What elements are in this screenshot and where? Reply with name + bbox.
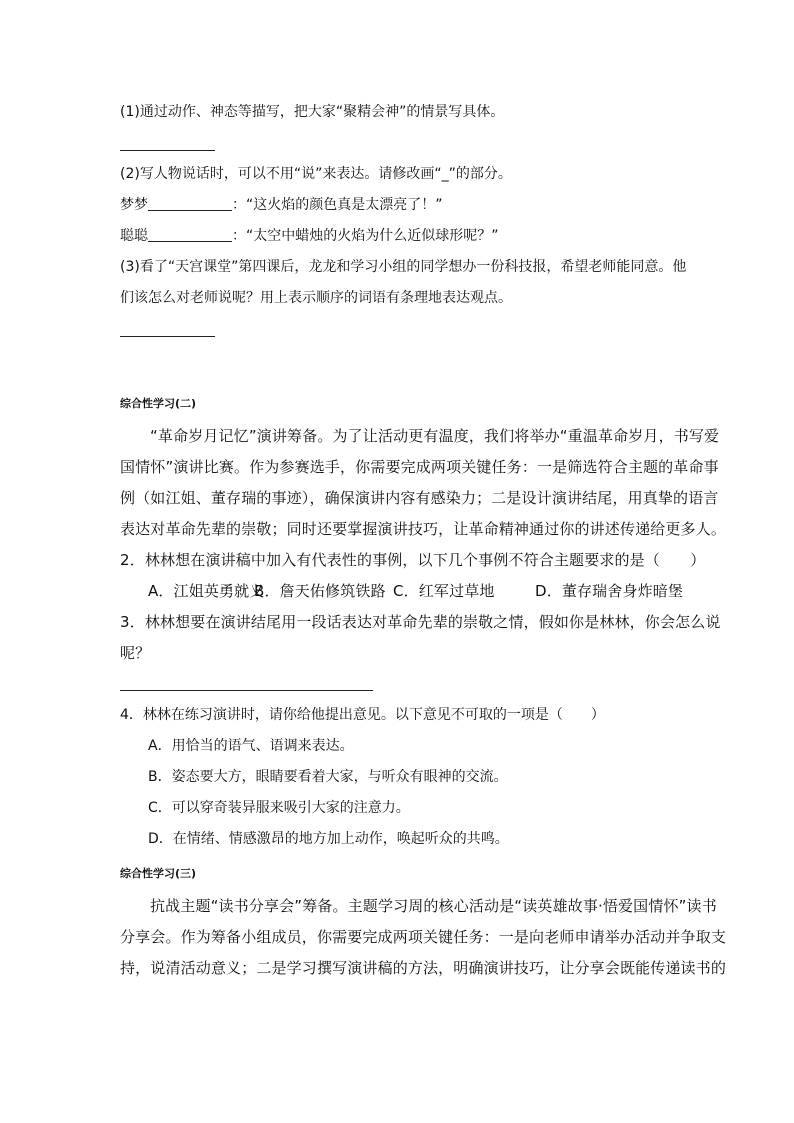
fill-blank[interactable] <box>148 196 232 211</box>
question-3-line-1: (3)看了“天宫课堂”第四课后，龙龙和学习小组的同学想办一份科技报，希望老师能同意。他 <box>120 259 687 275</box>
intro-paragraph-line: 国情怀”演讲比赛。作为参赛选手，你需要完成两项关键任务：一是筛选符合主题的革命事 <box>120 458 719 476</box>
question-4-option-c[interactable]: C．可以穿奇装异服来吸引大家的注意力。 <box>148 800 410 816</box>
option-c[interactable]: C．红军过草地 <box>393 582 495 600</box>
option-d[interactable]: D．董存瑞舍身炸暗堡 <box>535 582 684 600</box>
speaker-quote: ：“这火焰的颜色真是太漂亮了！” <box>232 197 443 213</box>
question-1-text: (1)通过动作、神态等描写，把大家“聚精会神”的情景写具体。 <box>120 104 505 120</box>
speaker-quote: ：“太空中蜡烛的火焰为什么近似球形呢？” <box>232 228 499 244</box>
question-4-text: 4．林林在练习演讲时，请你给他提出意见。以下意见不可取的一项是（ ） <box>120 707 605 723</box>
question-4-option-a[interactable]: A．用恰当的语气、语调来表达。 <box>148 738 354 754</box>
question-2-text: (2)写人物说话时，可以不用“说”来表达。请修改画“_”的部分。 <box>120 166 512 182</box>
intro-paragraph-line: 表达对革命先辈的崇敬；同时还要掌握演讲技巧，让革命精神通过你的讲述传递给更多人。 <box>120 520 727 538</box>
question-3-line-1: 3．林林想要在演讲结尾用一段话表达对革命先辈的崇敬之情，假如你是林林，你会怎么说 <box>120 613 721 631</box>
question-4-option-d[interactable]: D．在情绪、情感激昂的地方加上动作，唤起听众的共鸣。 <box>148 831 509 847</box>
speaker-name: 聪聪 <box>120 228 148 244</box>
answer-blank-line[interactable] <box>120 690 373 691</box>
speaker-name: 梦梦 <box>120 197 148 213</box>
fill-blank[interactable] <box>148 227 232 242</box>
answer-blank-line[interactable] <box>120 336 215 337</box>
question-3-line-2: 们该怎么对老师说呢？用上表示顺序的词语有条理地表达观点。 <box>120 290 512 306</box>
question-2-options <box>148 581 683 601</box>
question-3-line-2: 呢？ <box>120 644 151 662</box>
dialogue-line-mengmeng <box>120 195 443 215</box>
option-b[interactable]: B．詹天佑修筑铁路 <box>254 582 386 600</box>
answer-blank-line[interactable] <box>120 150 215 151</box>
intro-paragraph-line: 分享会。作为筹备小组成员，你需要完成两项关键任务：一是向老师申请举办活动并争取支 <box>120 928 727 946</box>
section-heading: 综合性学习(三) <box>120 867 197 880</box>
option-a[interactable]: A．江姐英勇就义 <box>148 582 265 600</box>
intro-paragraph-line: 持，说清活动意义；二是学习撰写演讲稿的方法，明确演讲技巧，让分享会既能传递读书的 <box>120 959 727 977</box>
intro-paragraph-line: 抗战主题“读书分享会”筹备。主题学习周的核心活动是“读英雄故事·悟爱国情怀”读书 <box>150 897 717 915</box>
dialogue-line-congcong <box>120 226 499 246</box>
question-4-option-b[interactable]: B．姿态要大方，眼睛要看着大家，与听众有眼神的交流。 <box>148 769 508 785</box>
question-2-text: 2．林林想在演讲稿中加入有代表性的事例，以下几个事例不符合主题要求的是（ ） <box>120 551 706 569</box>
section-heading: 综合性学习(二) <box>120 397 197 410</box>
intro-paragraph-line: 例（如江姐、董存瑞的事迹），确保演讲内容有感染力；二是设计演讲结尾，用真挚的语言 <box>120 489 719 507</box>
intro-paragraph-line: “革命岁月记忆”演讲筹备。为了让活动更有温度，我们将举办“重温革命岁月，书写爱 <box>150 427 720 445</box>
